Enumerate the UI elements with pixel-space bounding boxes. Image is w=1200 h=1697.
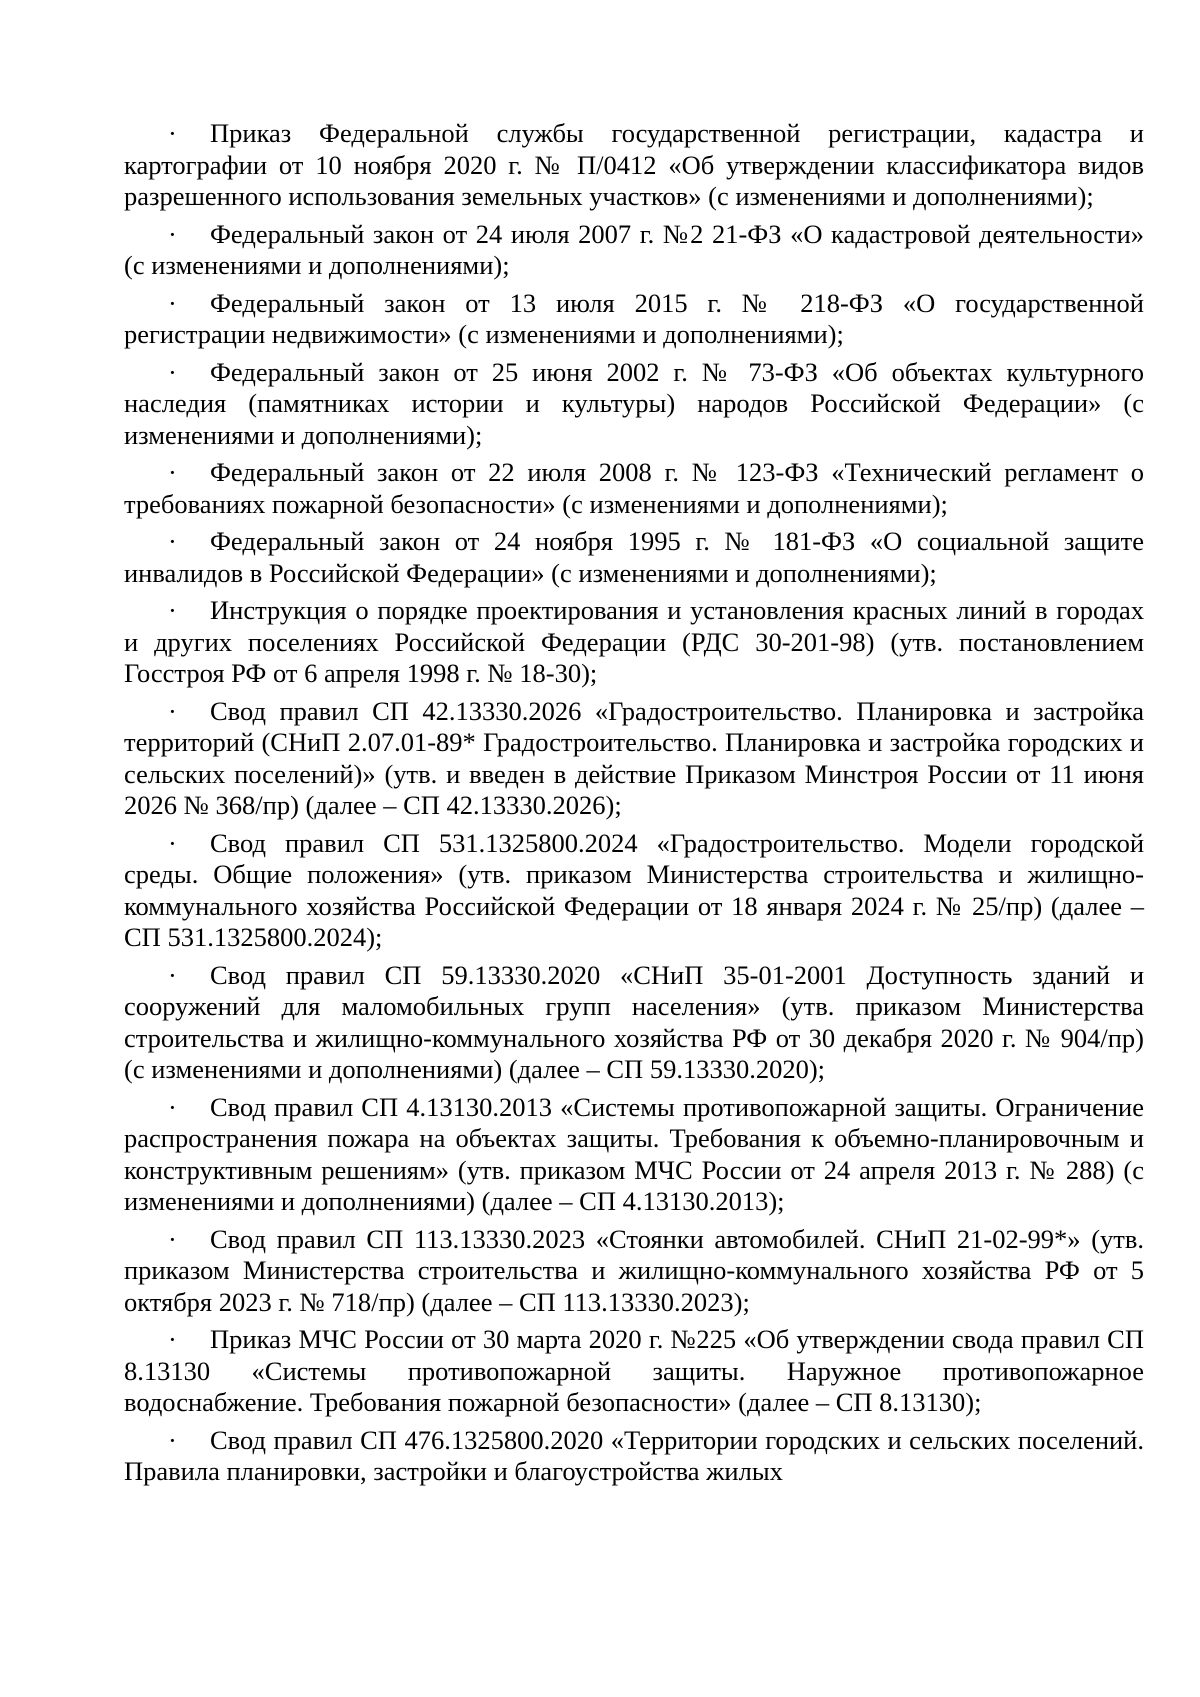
list-item-text: Федеральный закон от 24 ноября 1995 г. № 181-ФЗ «О социальной защите инвалидов в Российской Федерации» (с изменениями и дополнениями); [124,526,1144,588]
list-item [124,526,1144,589]
bullet-marker: · [168,218,177,249]
list-item-text: Приказ МЧС России от 30 марта 2020 г. №225 «Об утверждении свода правил СП 8.13130 «Системы противопожарной защиты. Наружное противопожарное водоснабжение. Требования пожарной безопасности» (далее – СП 8.13130); [124,1324,1144,1417]
list-item [124,1092,1144,1218]
list-item [124,595,1144,690]
bullet-marker: · [168,1324,177,1354]
bullet-marker: · [168,959,177,990]
list-item-text: Приказ Федеральной службы государственной регистрации, кадастра и картографии от 10 ноября 2020 г. № П/0412 «Об утверждении классификатора видов разрешенного использования земельных участков» (с изменениями и дополнениями); [124,118,1144,211]
list-item-text: Свод правил СП 59.13330.2020 «СНиП 35-01-2001 Доступность зданий и сооружений для маломобильных групп населения» (утв. приказом Министерства строительства и жилищно-коммунального хозяйства РФ от 30 декабря 2020 г. № 904/пр) (с изменениями и дополнениями) (далее – СП 59.13330.2020); [124,959,1144,1084]
list-item [124,828,1144,954]
bullet-marker: · [168,595,177,625]
list-item [124,1224,1144,1319]
document-page [124,118,1144,1494]
list-item-text: Свод правил СП 113.13330.2023 «Стоянки автомобилей. СНиП 21-02-99*» (утв. приказом Министерства строительства и жилищно-коммунального хозяйства РФ от 5 октября 2023 г. № 718/пр) (далее – СП 113.13330.2023); [124,1223,1144,1317]
list-item [124,288,1144,351]
list-item-text: Федеральный закон от 22 июля 2008 г. № 123-ФЗ «Технический регламент о требованиях пожарной безопасности» (с изменениями и дополнениями); [124,457,1144,519]
list-item-text: Федеральный закон от 25 июня 2002 г. № 73-ФЗ «Об объектах культурного наследия (памятниках истории и культуры) народов Российской Федерации» (с изменениями и дополнениями); [124,356,1144,450]
bullet-marker: · [168,287,177,318]
list-item [124,1324,1144,1419]
bullet-marker: · [168,1223,177,1254]
list-item-text: Инструкция о порядке проектирования и установления красных линий в городах и других поселениях Российской Федерации (РДС 30-201-98) (утв. постановлением Госстроя РФ от 6 апреля 1998 г. № 18-30); [124,595,1144,688]
list-item [124,1425,1144,1488]
list-item-text: Свод правил СП 531.1325800.2024 «Градостроительство. Модели городской среды. Общие положения» (утв. приказом Министерства строительства и жилищно-коммунального хозяйства Российской Федерации от 18 января 2024 г. № 25/пр) (далее – СП 531.1325800.2024); [124,827,1144,952]
list-item-text: Свод правил СП 42.13330.2026 «Градостроительство. Планировка и застройка территорий (СНиП 2.07.01-89* Градостроительство. Планировка и застройка городских и сельских поселений)» (утв. и введен в действие Приказом Минстроя России от 11 июня 2026 № 368/пр) (далее – СП 42.13330.2026); [124,695,1144,820]
list-item [124,118,1144,213]
bullet-marker: · [168,1424,177,1455]
list-item-text: Свод правил СП 4.13130.2013 «Системы противопожарной защиты. Ограничение распространения пожара на объектах защиты. Требования к объемно-планировочным и конструктивным решениям» (утв. приказом МЧС России от 24 апреля 2013 г. № 288) (с изменениями и дополнениями) (далее – СП 4.13130.2013); [124,1091,1144,1216]
list-item-text: Федеральный закон от 13 июля 2015 г. № 218-ФЗ «О государственной регистрации недвижимости» (с изменениями и дополнениями); [124,287,1144,349]
bullet-marker: · [168,526,177,556]
bullet-marker: · [168,695,177,726]
list-item [124,457,1144,520]
list-item [124,357,1144,452]
bullet-marker: · [168,1091,177,1122]
bullet-marker: · [168,457,177,487]
bullet-marker: · [168,356,177,387]
list-item-text: Федеральный закон от 24 июля 2007 г. №2 21-ФЗ «О кадастровой деятельности» (с изменениями и дополнениями); [124,218,1144,280]
list-item [124,960,1144,1086]
bullet-marker: · [168,118,177,148]
list-item [124,219,1144,282]
list-item-text: Свод правил СП 476.1325800.2020 «Территории городских и сельских поселений. Правила планировки, застройки и благоустройства жилых [124,1424,1144,1486]
bullet-marker: · [168,827,177,858]
list-item [124,696,1144,822]
